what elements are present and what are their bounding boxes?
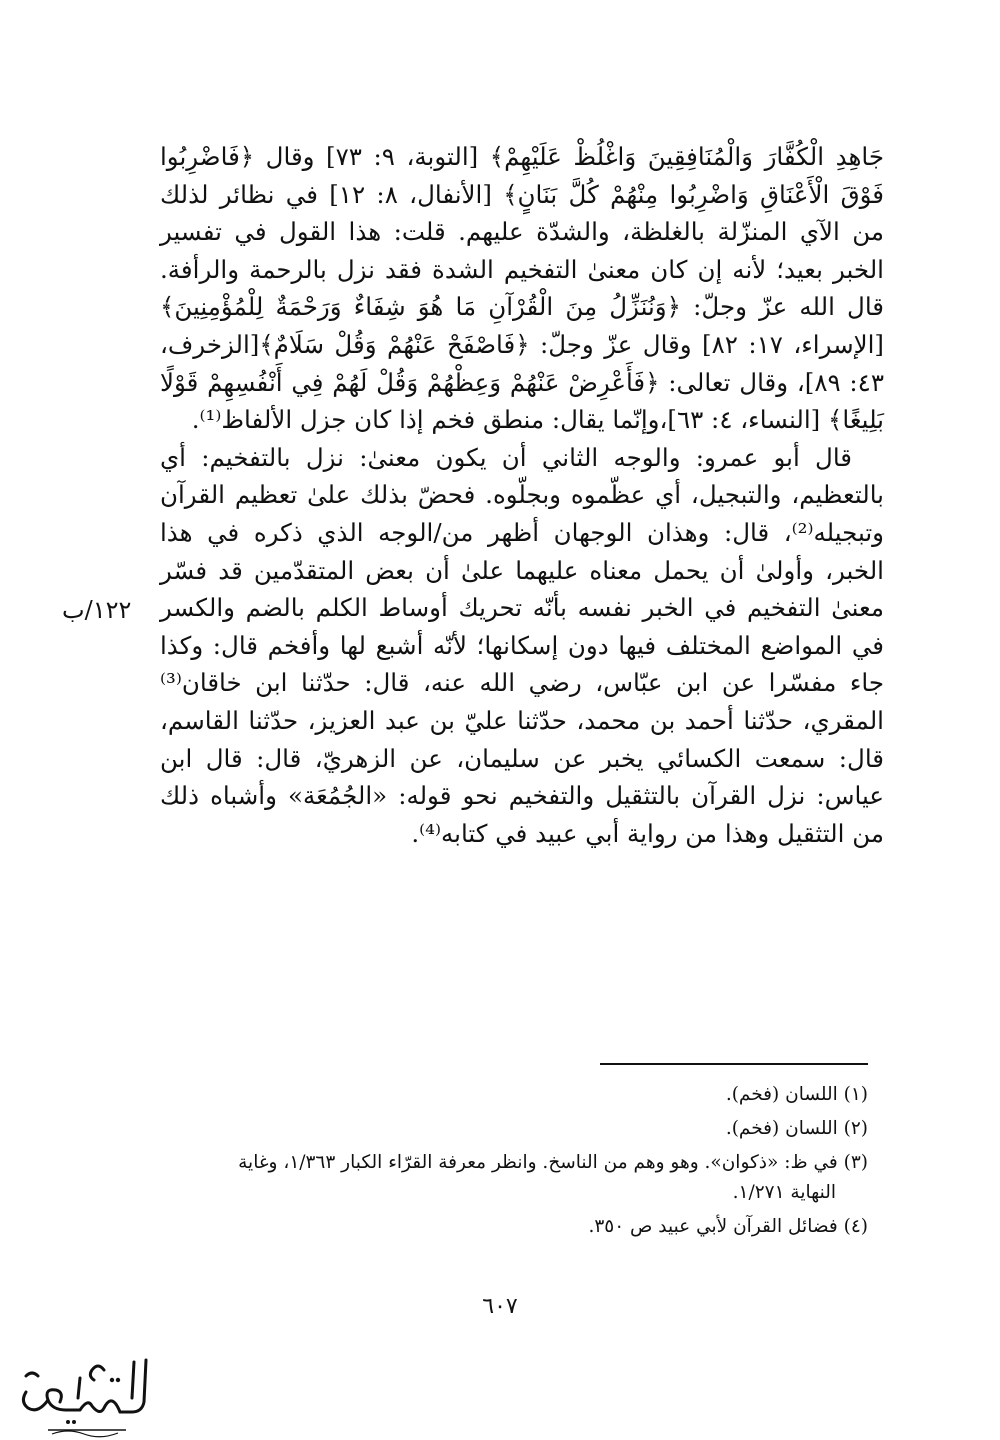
footnote-text: فضائل القرآن لأبي عبيد ص ٣٥٠. [588,1216,838,1237]
footnote-1 [160,1080,868,1110]
footnote-3 [160,1148,868,1208]
footnote-4 [160,1212,868,1242]
footnote-marker: (٢) [843,1118,868,1139]
footnote-separator [600,1063,868,1065]
folio-margin-reference: ١٢٢/ب [62,596,132,624]
paragraph-1: جَاهِدِ الْكُفَّارَ وَالْمُنَافِقِينَ وَاغْلُظْ عَلَيْهِمْ﴾ [التوبة، ٩: ٧٣] وقال ﴿فَاضْرِبُوا فَوْقَ الْأَعْنَاقِ وَاضْرِبُوا مِنْهُمْ كُلَّ بَنَانٍ﴾ [الأنفال، ٨: ١٢] في نظائر لذلك من الآي المنزّلة بالغلظة، والشدّة عليهم. قلت: هذا القول في تفسير الخبر بعيد؛ لأنه إن كان معنىٰ التفخيم الشدة فقد نزل بالرحمة والرأفة. قال الله عزّ وجلّ: ﴿وَنُنَزِّلُ مِنَ الْقُرْآنِ مَا هُوَ شِفَاءٌ وَرَحْمَةٌ لِلْمُؤْمِنِينَ﴾ [الإسراء، ١٧: ٨٢] وقال عزّ وجلّ: ﴿فَاصْفَحْ عَنْهُمْ وَقُلْ سَلَامٌ﴾[الزخرف، ٤٣: ٨٩]، وقال تعالى: ﴿فَأَعْرِضْ عَنْهُمْ وَعِظْهُمْ وَقُلْ لَهُمْ فِي أَنْفُسِهِمْ قَوْلًا بَلِيغًا﴾ [النساء، ٤: ٦٣]،وإنّما يقال: منطق فخم إذا كان جزل الألفاظ⁽¹⁾. [160,142,884,435]
footnote-marker: (٣) [843,1152,868,1173]
footnote-2 [160,1114,868,1144]
footnote-marker: (٤) [843,1216,868,1237]
page-number: ٦٠٧ [482,1294,518,1319]
footnote-marker: (١) [843,1084,868,1105]
calligraphy-logo-icon [8,1340,158,1440]
footnotes [160,1080,868,1246]
main-text [160,138,884,852]
footnote-text: اللسان (فخم). [725,1084,838,1105]
paragraph-2: قال أبو عمرو: والوجه الثاني أن يكون معنىٰ: نزل بالتفخيم: أي بالتعظيم، والتبجيل، أي عظّموه وبجلّوه. فحضّ بذلك علىٰ تعظيم القرآن وتبجيله⁽²⁾، قال: وهذان الوجهان أظهر من/الوجه الذي ذكره في هذا الخبر، وأولىٰ أن يحمل معناه عليهما علىٰ أن بعض المتقدّمين قد فسّر معنىٰ التفخيم في الخبر نفسه بأنّه تحريك أوساط الكلم بالضم والكسر في المواضع المختلف فيها دون إسكانها؛ لأنّه أشبع لها وأفخم قال: وكذا جاء مفسّرا عن ابن عبّاس، رضي الله عنه، قال: حدّثنا ابن خاقان⁽³⁾ المقري، حدّثنا أحمد بن محمد، حدّثنا عليّ بن عبد العزيز، حدّثنا القاسم، قال: سمعت الكسائي يخبر عن سليمان، عن الزهريّ، قال: قال ابن عياس: نزل القرآن بالتثقيل والتفخيم نحو قوله: «الجُمُعَة» وأشباه ذلك من التثقيل وهذا من رواية أبي عبيد في كتابه⁽⁴⁾. [160,442,884,848]
footnote-text: في ظ: «ذكوان». وهو وهم من الناسخ. وانظر معرفة القرّاء الكبار ١/٣٦٣، وغاية [238,1152,838,1173]
footnote-text: اللسان (فخم). [725,1118,838,1139]
footnote-continuation: النهاية ١/٢٧١. [732,1182,836,1203]
